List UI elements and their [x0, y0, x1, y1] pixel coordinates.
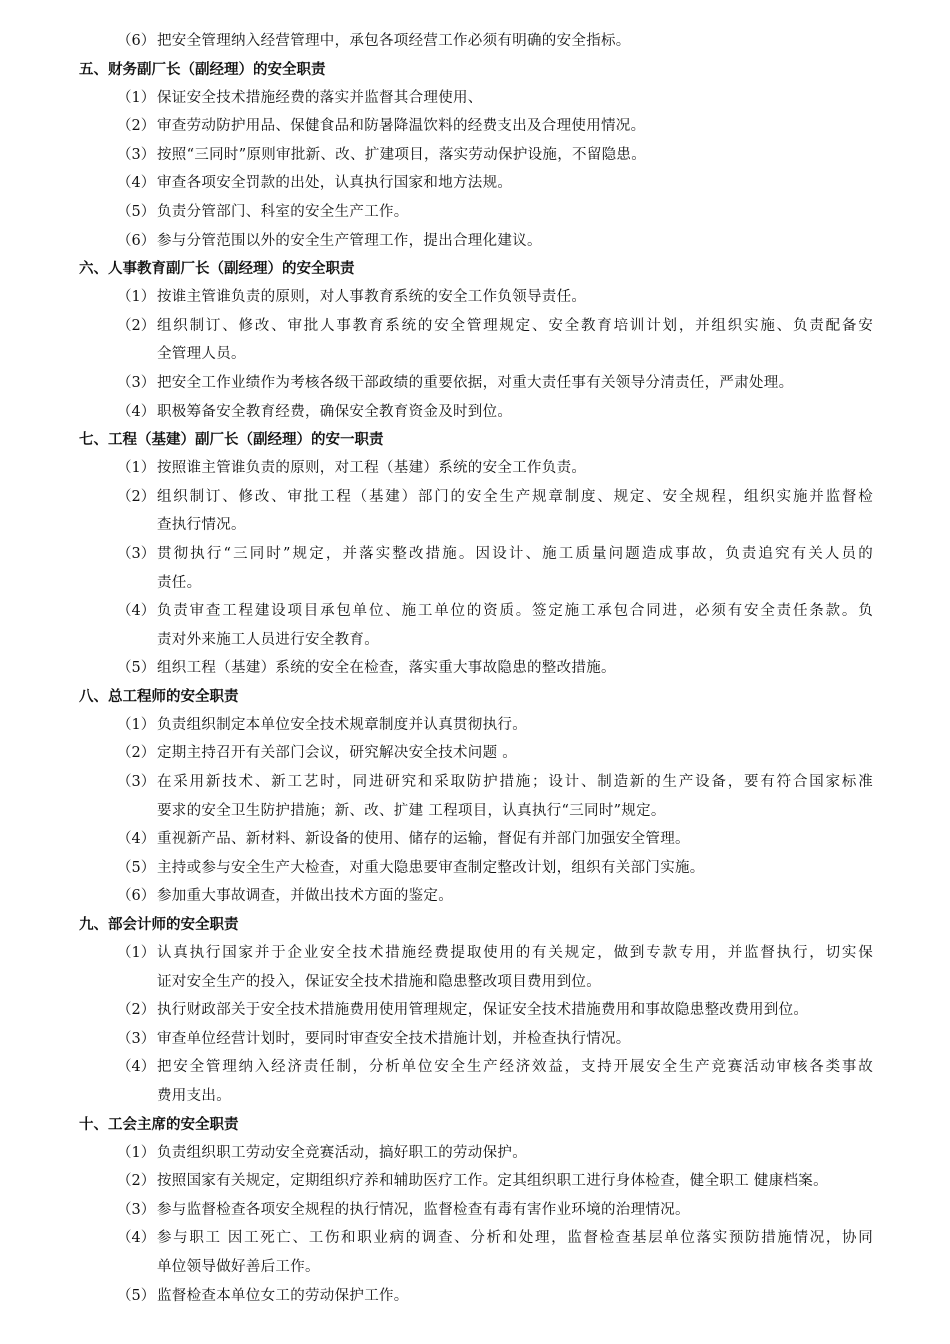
item-number: （2）	[117, 317, 156, 334]
item-text-continuation: 全管理人员。	[157, 346, 246, 363]
item-text	[157, 739, 897, 768]
item-text-line: 重视新产品、新材料、新设备的使用、储存的运输，督促有并部门加强安全管理。	[157, 831, 690, 848]
section-heading: 七、工程（基建）副厂长（副经理）的安一职责	[79, 432, 384, 449]
item-number: （3）	[117, 1201, 156, 1218]
item-text	[157, 1282, 897, 1311]
item-text	[157, 84, 897, 113]
item-text-line: 组织制订、修改、审批人事教育系统的安全管理规定、安全教育培训计划，并组织实施、负责配备安	[157, 317, 873, 334]
item-text	[157, 198, 897, 227]
item-text-continuation: 责任。	[157, 574, 202, 591]
item-number: （1）	[117, 289, 156, 306]
item-text-line: 按照国家有关规定，定期组织疗养和辅助医疗工作。定其组织职工进行身体检查，健全职工 健康档案。	[157, 1173, 828, 1190]
item-number: （3）	[117, 1030, 156, 1047]
item-text-continuation: 费用支出。	[157, 1088, 231, 1104]
item-number: （1）	[117, 460, 156, 477]
item-number: （6）	[117, 33, 156, 49]
item-number: （3）	[117, 774, 156, 791]
list-item	[0, 1025, 950, 1054]
item-text	[157, 369, 897, 398]
item-text-continuation: 要求的安全卫生防护措施；新、改、扩建 工程项目，认真执行“三同时”规定。	[157, 802, 666, 819]
item-number: （4）	[117, 831, 156, 848]
item-number: （4）	[117, 603, 156, 620]
item-text	[157, 454, 897, 483]
list-item	[0, 825, 950, 854]
item-text	[157, 882, 897, 911]
document-body	[0, 27, 950, 1310]
list-item	[0, 112, 950, 141]
item-number: （5）	[117, 1287, 156, 1304]
item-text	[157, 1025, 897, 1054]
list-item	[0, 169, 950, 198]
item-text-continuation: 证对安全生产的投入，保证安全技术措施和隐患整改项目费用到位。	[157, 973, 601, 990]
item-text	[157, 141, 897, 170]
item-text	[157, 169, 897, 198]
item-number: （1）	[117, 89, 156, 106]
item-number: （4）	[117, 175, 156, 192]
list-item	[0, 1224, 950, 1281]
item-text-line: 负责组织职工劳动安全竞赛活动，搞好职工的劳动保护。	[157, 1144, 527, 1161]
item-text	[157, 483, 873, 540]
item-text	[157, 1139, 897, 1168]
item-text-line: 把安全管理纳入经济责任制，分析单位安全生产经济效益，支持开展安全生产竞赛活动审核各类事故	[157, 1059, 873, 1076]
section-heading: 八、总工程师的安全职责	[79, 688, 239, 705]
item-number: （1）	[117, 945, 156, 962]
item-text	[157, 654, 897, 683]
list-item	[0, 597, 950, 654]
list-item	[0, 312, 950, 369]
item-number: （2）	[117, 118, 156, 135]
item-text	[157, 597, 873, 654]
list-item	[0, 854, 950, 883]
item-text-line: 认真执行国家并于企业安全技术措施经费提取使用的有关规定，做到专款专用，并监督执行，切实保	[157, 945, 873, 962]
list-item	[0, 882, 950, 911]
item-text-line: 参与分管范围以外的安全生产管理工作，提出合理化建议。	[157, 232, 542, 249]
item-number: （3）	[117, 374, 156, 391]
list-item	[0, 1282, 950, 1311]
item-text	[157, 540, 873, 597]
item-text	[157, 1167, 897, 1196]
item-number: （2）	[117, 1002, 156, 1019]
item-text	[157, 112, 897, 141]
list-item	[0, 369, 950, 398]
item-text-line: 监督检查本单位女工的劳动保护工作。	[157, 1287, 409, 1304]
item-text	[157, 854, 897, 883]
item-text	[157, 27, 897, 56]
item-text-line: 执行财政部关于安全技术措施费用使用管理规定，保证安全技术措施费用和事故隐患整改费用到位。	[157, 1002, 809, 1019]
list-item	[0, 227, 950, 256]
item-text-line: 审查劳动防护用品、保健食品和防暑降温饮料的经费支出及合理使用情况。	[157, 118, 646, 135]
item-text-line: 参加重大事故调查，并做出技术方面的鉴定。	[157, 888, 453, 905]
list-item	[0, 711, 950, 740]
item-text-line: 参与职工 因工死亡、工伤和职业病的调查、分析和处理，监督检查基层单位落实预防措施情况，协同	[157, 1230, 873, 1247]
list-item	[0, 1139, 950, 1168]
item-text	[157, 312, 873, 369]
item-text-line: 把安全工作业绩作为考核各级干部政绩的重要依据，对重大责任事有关领导分清责任，严肃处理。	[157, 374, 794, 391]
item-text-line: 审查单位经营计划时，要同时审查安全技术措施计划，并检查执行情况。	[157, 1030, 631, 1047]
item-text-line: 参与监督检查各项安全规程的执行情况，监督检查有毒有害作业环境的治理情况。	[157, 1201, 690, 1218]
item-number: （4）	[117, 1230, 156, 1247]
item-number: （2）	[117, 1173, 156, 1190]
list-item	[0, 654, 950, 683]
item-text	[157, 1196, 897, 1225]
list-item	[0, 398, 950, 427]
section-heading: 十、工会主席的安全职责	[79, 1116, 239, 1133]
item-text	[157, 227, 897, 256]
item-number: （6）	[117, 888, 156, 905]
list-item	[0, 141, 950, 170]
list-item	[0, 939, 950, 996]
item-number: （5）	[117, 660, 156, 677]
list-item	[0, 198, 950, 227]
item-text	[157, 283, 897, 312]
list-item	[0, 283, 950, 312]
list-item	[0, 1053, 950, 1110]
item-text	[157, 711, 897, 740]
list-item	[0, 1167, 950, 1196]
item-number: （3）	[117, 146, 156, 163]
item-number: （4）	[117, 403, 156, 420]
item-number: （5）	[117, 859, 156, 876]
item-text-line: 组织制订、修改、审批工程（基建）部门的安全生产规章制度、规定、安全规程，组织实施并监督检	[157, 488, 873, 505]
item-number: （2）	[117, 745, 156, 762]
list-item	[0, 540, 950, 597]
item-number: （4）	[117, 1059, 156, 1076]
item-text-line: 按谁主管谁负责的原则，对人事教育系统的安全工作负领导责任。	[157, 289, 587, 306]
item-text	[157, 996, 897, 1025]
item-text-line: 负责审查工程建设项目承包单位、施工单位的资质。签定施工承包合同进，必须有安全责任条款。负	[157, 603, 873, 620]
list-item	[0, 84, 950, 113]
item-text-line: 按照“三同时”原则审批新、改、扩建项目，落实劳动保护设施，不留隐患。	[157, 146, 647, 163]
item-text-line: 组织工程（基建）系统的安全在检查，落实重大事故隐患的整改措施。	[157, 660, 616, 677]
item-text-line: 审查各项安全罚款的出处，认真执行国家和地方法规。	[157, 175, 513, 192]
list-item	[0, 739, 950, 768]
item-number: （2）	[117, 488, 156, 505]
item-text	[157, 939, 873, 996]
list-item	[0, 27, 950, 56]
item-text-line: 职极筹备安全教育经费，确保安全教育资金及时到位。	[157, 403, 513, 420]
item-number: （5）	[117, 203, 156, 220]
section-heading: 五、财务副厂长（副经理）的安全职责	[79, 61, 326, 78]
item-text	[157, 825, 897, 854]
list-item	[0, 996, 950, 1025]
item-text	[157, 398, 897, 427]
item-text	[157, 768, 873, 825]
item-number: （3）	[117, 545, 156, 562]
item-text-line: 按照谁主管谁负责的原则，对工程（基建）系统的安全工作负责。	[157, 460, 587, 477]
item-number: （1）	[117, 1144, 156, 1161]
item-number: （1）	[117, 716, 156, 733]
item-text-line: 主持或参与安全生产大检查，对重大隐患要审查制定整改计划，组织有关部门实施。	[157, 859, 705, 876]
item-text-line: 定期主持召开有关部门会议，研究解决安全技术问题 。	[157, 745, 518, 762]
item-text	[157, 1224, 873, 1281]
item-text-line: 贯彻执行“三同时”规定，并落实整改措施。因设计、施工质量问题造成事故，负责追究有关人员的	[157, 545, 873, 562]
item-text-continuation: 查执行情况。	[157, 517, 246, 534]
list-item	[0, 768, 950, 825]
list-item	[0, 483, 950, 540]
list-item	[0, 1196, 950, 1225]
item-text	[157, 1053, 873, 1110]
item-text-line: 负责分管部门、科室的安全生产工作。	[157, 203, 409, 220]
item-text-continuation: 责对外来施工人员进行安全教育。	[157, 631, 379, 648]
item-text-line: 保证安全技术措施经费的落实并监督其合理使用、	[157, 89, 483, 106]
list-item	[0, 454, 950, 483]
item-text-line: 把安全管理纳入经营管理中，承包各项经营工作必须有明确的安全指标。	[157, 33, 631, 49]
item-number: （6）	[117, 232, 156, 249]
item-text-line: 在采用新技术、新工艺时，同进研究和采取防护措施；设计、制造新的生产设备，要有符合国家标准	[157, 774, 873, 791]
section-heading: 六、人事教育副厂长（副经理）的安全职责	[79, 261, 355, 278]
item-text-continuation: 单位领导做好善后工作。	[157, 1258, 320, 1275]
section-heading: 九、部会计师的安全职责	[79, 917, 239, 934]
item-text-line: 负责组织制定本单位安全技术规章制度并认真贯彻执行。	[157, 716, 527, 733]
